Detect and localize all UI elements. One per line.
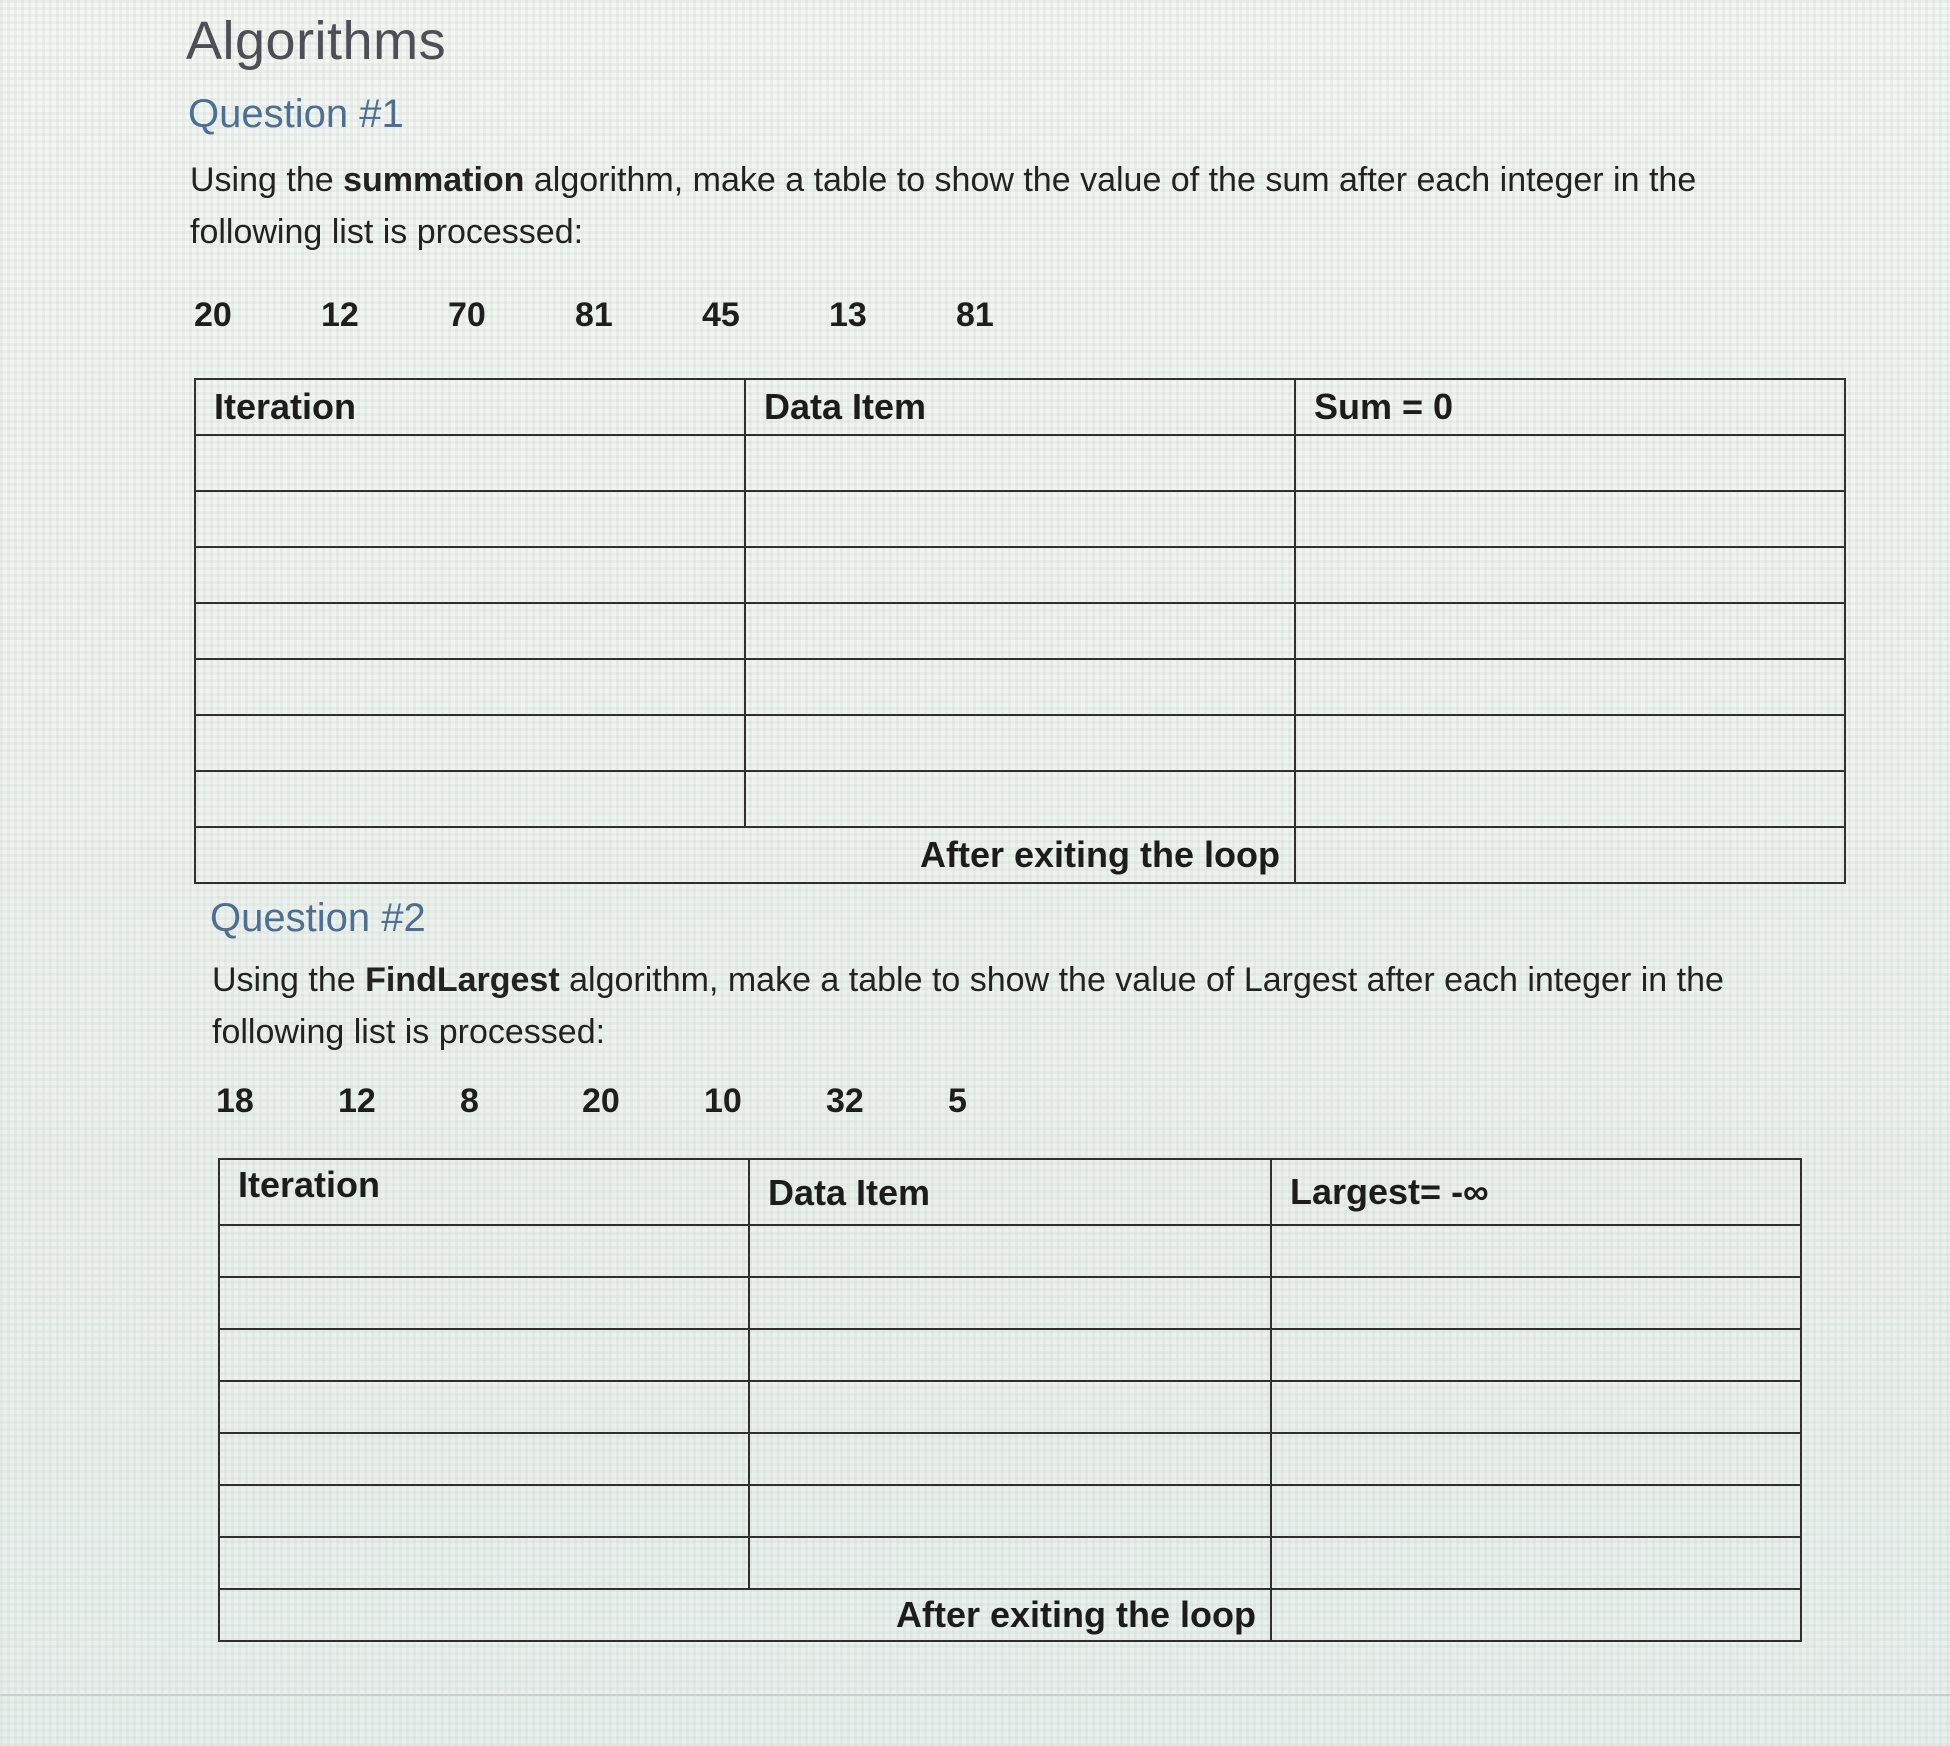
header-iteration: Iteration <box>219 1159 749 1225</box>
table-footer-row <box>195 827 1845 883</box>
sum-cell[interactable] <box>1295 659 1845 715</box>
table-row <box>195 771 1845 827</box>
table-row <box>195 491 1845 547</box>
iteration-cell[interactable] <box>195 435 745 491</box>
largest-cell[interactable] <box>1271 1381 1801 1433</box>
question-2-text-after: algorithm, make a table to show the value of Largest after each integer in the following list is processed: <box>212 961 1724 1051</box>
header-data-item: Data Item <box>745 379 1295 435</box>
number-item: 32 <box>826 1082 864 1120</box>
question-2-text-before: Using the <box>212 961 366 999</box>
largest-cell[interactable] <box>1271 1485 1801 1537</box>
table-row <box>219 1225 1801 1277</box>
iteration-cell[interactable] <box>195 491 745 547</box>
sum-cell[interactable] <box>1295 435 1845 491</box>
summation-table <box>194 378 1846 884</box>
largest-cell[interactable] <box>1271 1225 1801 1277</box>
findlargest-table <box>218 1158 1802 1642</box>
iteration-cell[interactable] <box>219 1381 749 1433</box>
largest-cell[interactable] <box>1271 1277 1801 1329</box>
iteration-cell[interactable] <box>219 1225 749 1277</box>
largest-cell[interactable] <box>1271 1433 1801 1485</box>
data-item-cell[interactable] <box>745 547 1295 603</box>
table-row <box>219 1537 1801 1589</box>
number-item: 70 <box>448 296 486 334</box>
data-item-cell[interactable] <box>749 1329 1271 1381</box>
table-row <box>219 1277 1801 1329</box>
sum-cell[interactable] <box>1295 547 1845 603</box>
iteration-cell[interactable] <box>195 603 745 659</box>
number-item: 45 <box>702 296 740 334</box>
number-item: 20 <box>194 296 232 334</box>
table-row <box>219 1329 1801 1381</box>
iteration-cell[interactable] <box>195 547 745 603</box>
after-loop-label: After exiting the loop <box>195 827 1295 883</box>
data-item-cell[interactable] <box>745 603 1295 659</box>
sum-cell[interactable] <box>1295 603 1845 659</box>
number-item: 20 <box>582 1082 620 1120</box>
data-item-cell[interactable] <box>745 491 1295 547</box>
question-2-bold-term: FindLargest <box>365 961 560 999</box>
table-header-row <box>219 1159 1801 1225</box>
iteration-cell[interactable] <box>195 659 745 715</box>
data-item-cell[interactable] <box>749 1537 1271 1589</box>
page-title: Algorithms <box>186 11 447 71</box>
number-item: 5 <box>948 1082 967 1120</box>
sum-cell[interactable] <box>1295 715 1845 771</box>
number-item: 12 <box>338 1082 376 1120</box>
question-2-heading: Question #2 <box>210 896 426 940</box>
data-item-cell[interactable] <box>749 1225 1271 1277</box>
table-row <box>219 1485 1801 1537</box>
question-1-text-before: Using the <box>190 161 344 199</box>
iteration-cell[interactable] <box>219 1485 749 1537</box>
iteration-cell[interactable] <box>219 1433 749 1485</box>
data-item-cell[interactable] <box>745 715 1295 771</box>
final-sum-cell[interactable] <box>1295 827 1845 883</box>
iteration-cell[interactable] <box>219 1277 749 1329</box>
header-iteration: Iteration <box>195 379 745 435</box>
table-row <box>195 435 1845 491</box>
table-row <box>195 659 1845 715</box>
question-1-text-after: algorithm, make a table to show the value of the sum after each integer in the following list is processed: <box>190 161 1697 251</box>
data-item-cell[interactable] <box>749 1433 1271 1485</box>
number-item: 18 <box>216 1082 254 1120</box>
after-loop-label: After exiting the loop <box>219 1589 1271 1641</box>
header-largest: Largest= -∞ <box>1271 1159 1801 1225</box>
data-item-cell[interactable] <box>749 1277 1271 1329</box>
header-sum: Sum = 0 <box>1295 379 1845 435</box>
iteration-cell[interactable] <box>195 715 745 771</box>
header-data-item: Data Item <box>749 1159 1271 1225</box>
number-item: 8 <box>460 1082 479 1120</box>
table-row <box>219 1381 1801 1433</box>
question-1-bold-term: summation <box>343 161 525 199</box>
data-item-cell[interactable] <box>749 1381 1271 1433</box>
number-item: 81 <box>956 296 994 334</box>
question-1-heading: Question #1 <box>188 92 404 136</box>
number-item: 10 <box>704 1082 742 1120</box>
question-1-text <box>190 154 1810 258</box>
page-bottom-divider <box>0 1694 1950 1696</box>
iteration-cell[interactable] <box>219 1329 749 1381</box>
table-row <box>195 547 1845 603</box>
largest-cell[interactable] <box>1271 1537 1801 1589</box>
sum-cell[interactable] <box>1295 771 1845 827</box>
sum-cell[interactable] <box>1295 491 1845 547</box>
data-item-cell[interactable] <box>749 1485 1271 1537</box>
iteration-cell[interactable] <box>195 771 745 827</box>
number-item: 13 <box>829 296 867 334</box>
table-row <box>195 603 1845 659</box>
final-largest-cell[interactable] <box>1271 1589 1801 1641</box>
question-2-text <box>212 954 1832 1058</box>
table-row <box>219 1433 1801 1485</box>
number-item: 81 <box>575 296 613 334</box>
table-header-row <box>195 379 1845 435</box>
number-item: 12 <box>321 296 359 334</box>
iteration-cell[interactable] <box>219 1537 749 1589</box>
data-item-cell[interactable] <box>745 771 1295 827</box>
largest-cell[interactable] <box>1271 1329 1801 1381</box>
table-footer-row <box>219 1589 1801 1641</box>
question-2-number-list <box>216 1082 1070 1121</box>
table-row <box>195 715 1845 771</box>
data-item-cell[interactable] <box>745 659 1295 715</box>
data-item-cell[interactable] <box>745 435 1295 491</box>
question-1-number-list <box>194 296 1083 335</box>
